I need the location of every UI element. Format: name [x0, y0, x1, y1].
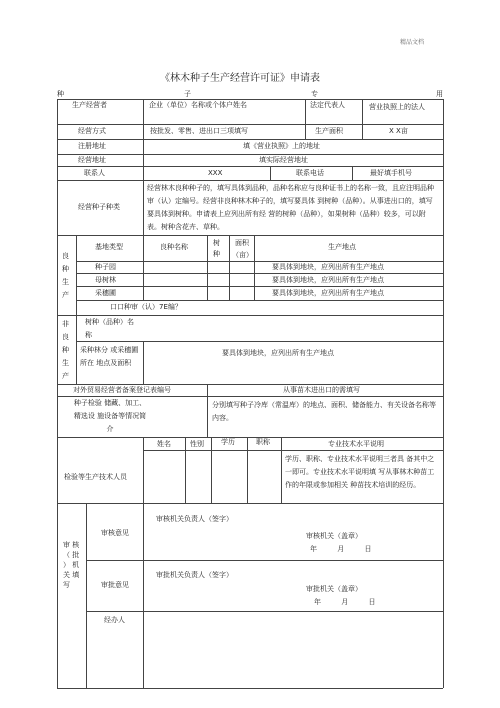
good-seed-side-char: 生 — [62, 278, 69, 286]
review-seal: 审核机关（盖章） — [306, 532, 362, 540]
non-good-seed-side-label — [62, 318, 72, 383]
base-type-header: 基地类型 — [95, 243, 123, 251]
staff-name-header: 姓名 — [157, 440, 171, 448]
good-seed-side-char: 种 — [62, 265, 69, 273]
base-type-row-1: 种子园 — [95, 263, 116, 271]
review-label: 审核意见 — [101, 529, 129, 537]
base-type-row-2: 母树林 — [95, 276, 116, 284]
company-name-label: 企业（单位）名称或个体户姓名 — [149, 101, 247, 109]
approve-seal: 审批机关（盖章） — [306, 585, 362, 593]
staff-title-header: 职称 — [256, 438, 270, 446]
non-good-seed-side-char: 良 — [62, 333, 69, 341]
category-char-2: 子 — [184, 90, 191, 98]
species-header: 树种 — [213, 239, 220, 258]
seed-type-label: 经营种子种类 — [78, 203, 120, 211]
business-mode-value: 按批发、零售、进出口三项填写 — [150, 127, 248, 135]
producer-label: 生产经营者 — [72, 101, 107, 109]
trade-reg-label: 对外贸易经营者备案登记表编号 — [73, 386, 171, 394]
production-area-label: 生产面积 — [315, 127, 343, 135]
legal-rep-label: 法定代表人 — [310, 101, 345, 109]
op-address-label: 经营地址 — [78, 156, 106, 164]
area-unit-header: （亩） — [232, 251, 253, 259]
location-row-1: 要具体到地块，应列出所有生产地点 — [272, 263, 384, 271]
staff-skill-header: 专业技术水平说明 — [328, 440, 384, 448]
collection-site-value: 要具体到地块，应列出所有生产地点 — [222, 349, 334, 357]
header-note: 精品文档 — [400, 39, 425, 46]
base-type-row-3: 采穗圃 — [95, 289, 116, 297]
variety-header: 良种名称 — [160, 243, 188, 251]
contact-label: 联系人 — [84, 169, 105, 177]
phone-value: 最好填手机号 — [370, 169, 412, 177]
non-good-seed-side-char: 产 — [62, 372, 69, 380]
review-date: 年 月 日 — [310, 545, 372, 553]
location-row-3: 要具体到地块，应列出所有生产地点 — [272, 289, 384, 297]
reg-address-label: 注册地址 — [78, 142, 106, 150]
species-name-label: 树种（品种）名称 — [85, 318, 134, 339]
approve-label: 审批意见 — [101, 581, 129, 589]
non-good-seed-side-char: 种 — [62, 346, 69, 354]
good-seed-side-char: 良 — [62, 252, 69, 260]
facilities-label: 种子检验 储藏、加工、精选设 施设备等情况简介 — [73, 399, 147, 433]
approval-side-label: 审 核 （ 批 ） 机 关 填 写 — [63, 541, 80, 589]
cert-number-label: 口口种审（认）7E编？ — [110, 303, 182, 311]
location-header: 生产地点 — [328, 243, 356, 251]
collection-site-label: 采种林分 或采穗圃所在 地点及面积 — [80, 346, 139, 367]
area-header: 面积 — [235, 239, 249, 247]
handler-label: 经办人 — [104, 616, 125, 624]
staff-gender-header: 性别 — [190, 440, 204, 448]
category-char-1: 种 — [57, 90, 64, 98]
page-title: 《林木种子生产经营许可证》申请表 — [160, 73, 320, 84]
good-seed-side-char: 产 — [62, 291, 69, 299]
business-mode-label: 经营方式 — [78, 127, 106, 135]
seed-type-desc: 经营林木良种种子的，填写具体到品种，品种名称应与良种证书上的名称一致，且应注明品种审（认）定编号。经营非良种林木种子的，填写要具体 到树种（品种）。从事进出口的，填写要具体到树种。申请表上应列出所有经 营的树种（品种），如果树种（品种）较多，可以附表。树种含花卉、草种。 — [147, 184, 434, 231]
license-ref: 营业执照上的法人 — [369, 103, 425, 111]
non-good-seed-side-char: 生 — [62, 359, 69, 367]
contact-value: XXX — [208, 169, 223, 177]
facilities-value: 分别填写种子冷库（常温库）的地点、面积、储备能力、有关设备名称等 内容。 — [212, 401, 436, 422]
phone-label: 联系电话 — [296, 169, 324, 177]
good-seed-side-label — [62, 250, 72, 302]
non-good-seed-side-char: 非 — [62, 320, 69, 328]
category-char-4: 用 — [436, 90, 443, 98]
trade-reg-value: 从事苗木进出口的需填写 — [283, 386, 360, 394]
approve-signer: 审批机关负责人（签字） — [156, 571, 233, 579]
review-signer: 审核机关负责人（签字） — [156, 515, 233, 523]
category-char-3: 专 — [311, 90, 318, 98]
staff-label: 检验等生产技术人员 — [64, 473, 127, 481]
reg-address-value: 填《营业执照》上的地址 — [243, 142, 320, 150]
approve-date: 年 月 日 — [314, 598, 376, 606]
op-address-value: 填实际经营地址 — [259, 156, 308, 164]
location-row-2: 要具体到地块，应列出所有生产地点 — [272, 276, 384, 284]
production-area-value: X X亩 — [389, 127, 408, 135]
staff-education-header: 学历 — [221, 438, 235, 446]
staff-desc: 学历、职称、专业技术水平说明三者具 备其中之一即可。专业技术水平说明填 写从事林木种苗工作的年限或参加相关 种苗技术培训的经历。 — [285, 455, 435, 489]
